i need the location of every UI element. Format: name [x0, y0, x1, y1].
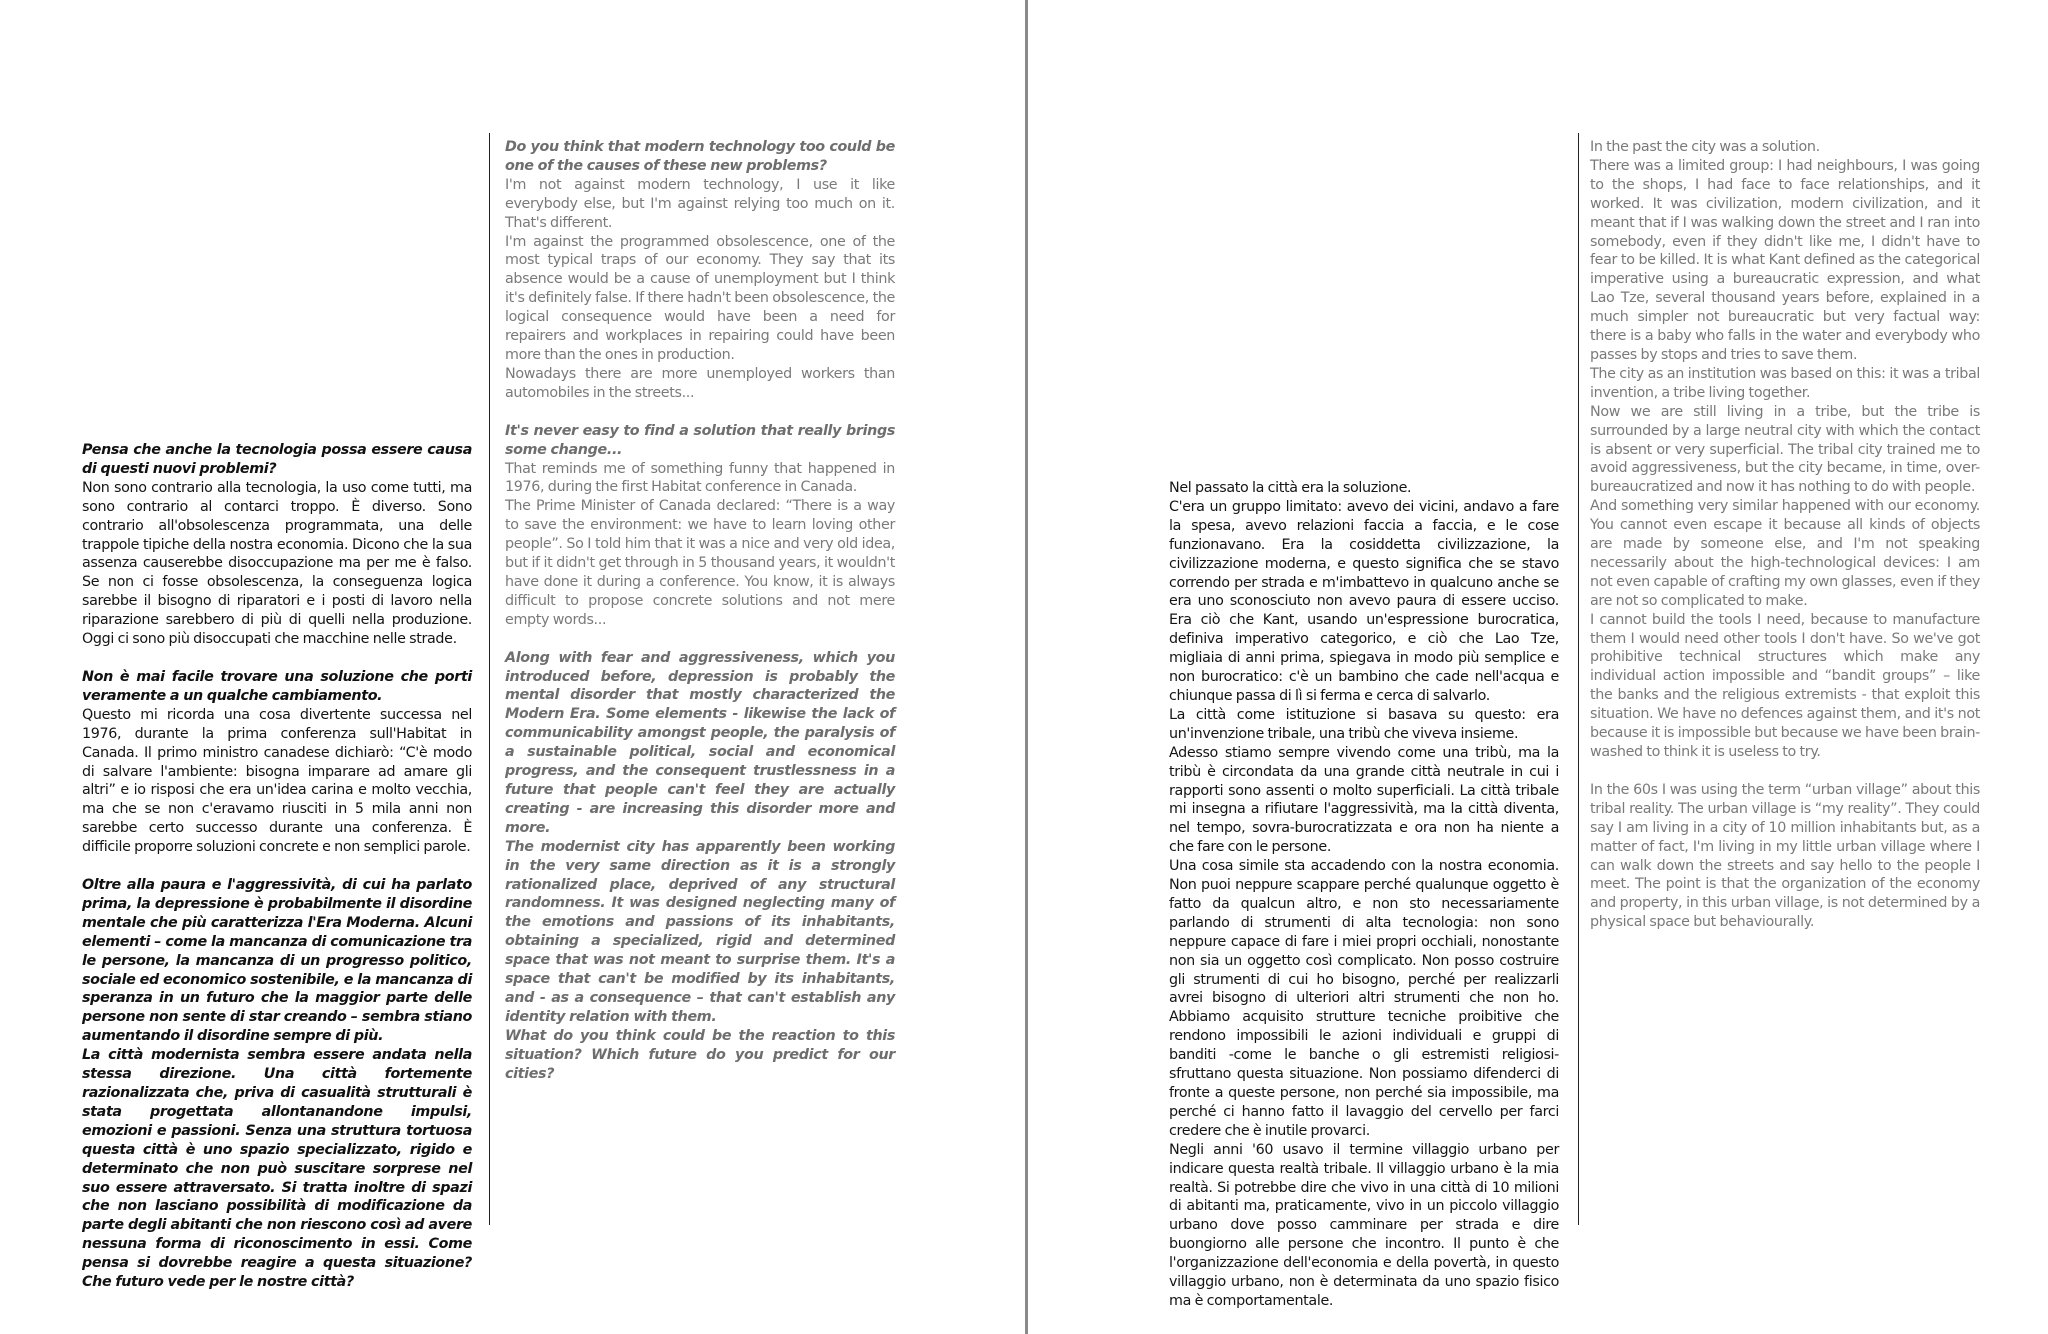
column-rule-left-page [489, 133, 490, 1225]
paragraph-limited-group-en: There was a limited group: I had neighbours, I was going to the shops, I had face to face relationships, and it worked. It was civilization, modern civilization, and it meant that if I was walking down the street and I ran into somebody, even if they didn't like me, I didn't have to fear to be killed. It is what Kant defined as the categorical imperative using a bureaucratic expression, and what Lao Tze, several thousand years before, explained in a much simpler not bureaucratic but very factual way: there is a baby who falls in the water and everybody who passes by stops and tries to save them. [1590, 157, 1980, 363]
answer-technology-en-1: I'm not against modern technology, I use it like everybody else, but I'm against relying too much on it. That's different. [505, 176, 895, 231]
question-technology-it: Pensa che anche la tecnologia possa essere causa di questi nuovi problemi? [82, 442, 472, 477]
question-depression-it: Oltre alla paura e l'aggressività, di cui ha parlato prima, la depressione è probabilmente il disordine mentale che più caratterizza l'Era Moderna. Alcuni elementi – come la mancanza di comunicazione tra le persone, la mancanza di un progresso politico, sociale ed economico sostenibile, e la mancanza di speranza in un futuro che la maggior parte delle persone non sente di star creando – sembra stiano aumentando il disordine sempre di più. [82, 877, 472, 1045]
paragraph-urban-village-it: Negli anni '60 usavo il termine villaggio urbano per indicare questa realtà tribale. Il villaggio urbano è la mia realtà. Si potrebbe dire che vivo in una città di 10 milioni di abitanti ma, praticamente, vivo in un piccolo villaggio urbano dove posso camminare per strada e dire buongiorno alle persone che incontro. Il punto è che l'organizzazione dell'economia e della povertà, in questo villaggio urbano, non è determinata da uno spazio fisico ma è comportamentale. [1169, 1141, 1559, 1309]
answer-technology-en-2: I'm against the programmed obsolescence, one of the most typical traps of our economy. They say that its absence would be a cause of unemployment but I think it's definitely false. If there hadn't been obsolescence, the logical consequence would have been a need for repairers and workplaces in repairing could have been more than the ones in production. [505, 233, 895, 363]
page-spread-divider [1025, 0, 1028, 1334]
answer-solution-it: Questo mi ricorda una cosa divertente successa nel 1976, durante la prima conferenza sull'Habitat in Canada. Il primo ministro canadese dichiarò: “C'è modo di salvare l'ambiente: bisogna imparare ad amare gli altri” e io risposi che era un'idea carina e molto vecchia, ma che se non c'eravamo riusciti in 5 mila anni non sarebbe certo successo durante una conferenza. È difficile proporre soluzioni concrete e non semplici parole. [82, 706, 472, 856]
paragraph-economy-it: Una cosa simile sta accadendo con la nostra economia. Non puoi neppure scappare perché qualunque oggetto è fatto da qualcun altro, e non sto necessariamente parlando di strumenti di alta tecnologia: non sono neppure capace di fare i miei propri occhiali, nonostante non sia un oggetto così complicato. Non posso costruire gli strumenti di cui ho bisogno, perché per realizzarli avrei bisogno di ulteriori altri strumenti che non ho. Abbiamo acquisito strutture tecniche proibitive che rendono impossibili le azioni individuali e gruppi di banditi -come le banche o gli estremisti religiosi- sfruttano questa situazione. Non possiamo difenderci di fronte a queste persone, non perché sia impossibile, ma perché ci hanno fatto il lavaggio del cervello per farci credere che è inutile provarci. [1169, 858, 1559, 1139]
paragraph-economy-en: And something very similar happened with our economy. You cannot even escape it because all kinds of objects are made by someone else, and I'm not speaking necessarily about the high-technological devices: I am not even capable of crafting my own glasses, even if they are not so complicated to make. [1590, 498, 1980, 609]
english-answer-column [1590, 138, 1980, 932]
question-solution-en: It's never easy to find a solution that really brings some change... [505, 422, 895, 458]
english-interview-column [505, 138, 895, 1084]
question-future-cities-en: What do you think could be the reaction to this situation? Which future do you predict for our cities? [505, 1027, 895, 1082]
paragraph-institution-en: The city as an institution was based on this: it was a tribal invention, a tribe living together. [1590, 365, 1980, 401]
answer-solution-en-1: That reminds me of something funny that happened in 1976, during the first Habitat conference in Canada. [505, 460, 895, 496]
paragraph-past-city-en: In the past the city was a solution. [1590, 139, 1820, 155]
question-modernist-city-it: La città modernista sembra essere andata nella stessa direzione. Una città fortemente razionalizzata che, priva di casualità strutturali è stata progettata allontanandone impulsi, emozioni e passioni. Senza una struttura tortuosa questa città è uno spazio specializzato, rigido e determinato che non può suscitare sorprese nel suo essere attraversato. Si tratta inoltre di spazi che non lasciano possibilità di modificazione da parte degli abitanti che non riescono così ad avere nessuna forma di riconoscimento in essi. Come pensa si dovrebbe reagire a questa situazione? Che futuro vede per le nostre città? [82, 1047, 472, 1291]
paragraph-tribe-en: Now we are still living in a tribe, but the tribe is surrounded by a large neutral city with which the contact is absent or very superficial. The tribal city trained me to avoid aggressiveness, but the city became, in time, over-bureaucratized and now it has nothing to do with people. [1590, 403, 1980, 496]
paragraph-institution-it: La città come istituzione si basava su questo: era un'invenzione tribale, una tribù che viveva insieme. [1169, 706, 1559, 742]
paragraph-tools-en: I cannot build the tools I need, because to manufacture them I would need other tools I don't have. So we've got prohibitive technical structures which make any individual action impossible and “bandit groups” – like the banks and the religious extremists - that exploit this situation. We have no defences against them, and it's not because it is impossible but because we have been brain-washed to think it is useless to try. [1590, 611, 1980, 760]
italian-interview-column [82, 441, 472, 1292]
question-solution-it: Non è mai facile trovare una soluzione che porti veramente a un qualche cambiamento. [82, 668, 472, 704]
paragraph-past-city-it: Nel passato la città era la soluzione. [1169, 480, 1412, 496]
italian-answer-column [1169, 479, 1559, 1311]
paragraph-urban-village-en: In the 60s I was using the term “urban village” about this tribal reality. The urban village is “my reality”. They could say I am living in a city of 10 million inhabitants but, as a matter of fact, I'm living in my little urban village where I can walk down the streets and say hello to the people I meet. The point is that the organization of the economy and property, in this urban village, is not determined by a physical space but behaviourally. [1590, 781, 1980, 931]
answer-solution-en-2: The Prime Minister of Canada declared: “There is a way to save the environment: we have to learn loving other people”. So I told him that it was a nice and very old idea, but if it didn't get through in 5 thousand years, it wouldn't have done it during a conference. You know, it is always difficult to propose concrete solutions and not mere empty words... [505, 498, 895, 628]
question-technology-en: Do you think that modern technology too could be one of the causes of these new problems? [505, 139, 895, 174]
answer-technology-it: Non sono contrario alla tecnologia, la uso come tutti, ma sono contrario al contarci troppo. È diverso. Sono contrario all'obsolescenza programmata, una delle trappole tipiche della nostra economia. Dicono che la sua assenza causerebbe disoccupazione ma per me è falso. Se non ci fosse obsolescenza, la conseguenza logica sarebbe il bisogno di riparatori e i posti di lavoro nella riparazione sarebbero di più di quelli nella produzione. Oggi ci sono più disoccupati che macchine nelle strade. [82, 479, 472, 648]
paragraph-tribe-it: Adesso stiamo sempre vivendo come una tribù, ma la tribù è circondata da una grande città neutrale in cui i rapporti sono assenti o molto superficiali. La città tribale mi insegna a rifiutare l'aggressività, ma la città diventa, nel tempo, sovra-burocratizzata e ora non ha niente a che fare con le persone. [1169, 744, 1559, 856]
column-rule-right-page [1578, 133, 1579, 1225]
paragraph-limited-group-it: C'era un gruppo limitato: avevo dei vicini, andavo a fare la spesa, avevo relazioni faccia a faccia, e le cose funzionavano. Era la cosiddetta civilizzazione, la civilizzazione moderna, e questo significa che se stavo correndo per strada e m'imbattevo in qualcuno anche se era uno sconosciuto non avevo paura di essere ucciso. Era ciò che Kant, usando un'espressione burocratica, definiva imperativo categorico, e ciò che Lao Tze, migliaia di anni prima, spiegava in modo più semplice e non burocratico: c'è un bambino che cade nell'acqua e chiunque passa di lì si ferma e cerca di salvarlo. [1169, 498, 1559, 704]
question-depression-en: Along with fear and aggressiveness, which you introduced before, depression is probably the mental disorder that mostly characterized the Modern Era. Some elements - likewise the lack of communicability amongst people, the paralysis of a sustainable political, social and economical progress, and the consequent trustlessness in a future that people can't feel they are actually creating - are increasing this disorder more and more. [505, 649, 895, 836]
question-modernist-city-en: The modernist city has apparently been working in the very same direction as it is a strongly rationalized place, deprived of any structural randomness. It was designed neglecting many of the emotions and passions of its inhabitants, obtaining a specialized, rigid and determined space that was not meant to surprise them. It's a space that can't be modified by its inhabitants, and - as a consequence – that can't establish any identity relation with them. [505, 838, 895, 1025]
answer-technology-en-3: Nowadays there are more unemployed workers than automobiles in the streets... [505, 365, 895, 401]
